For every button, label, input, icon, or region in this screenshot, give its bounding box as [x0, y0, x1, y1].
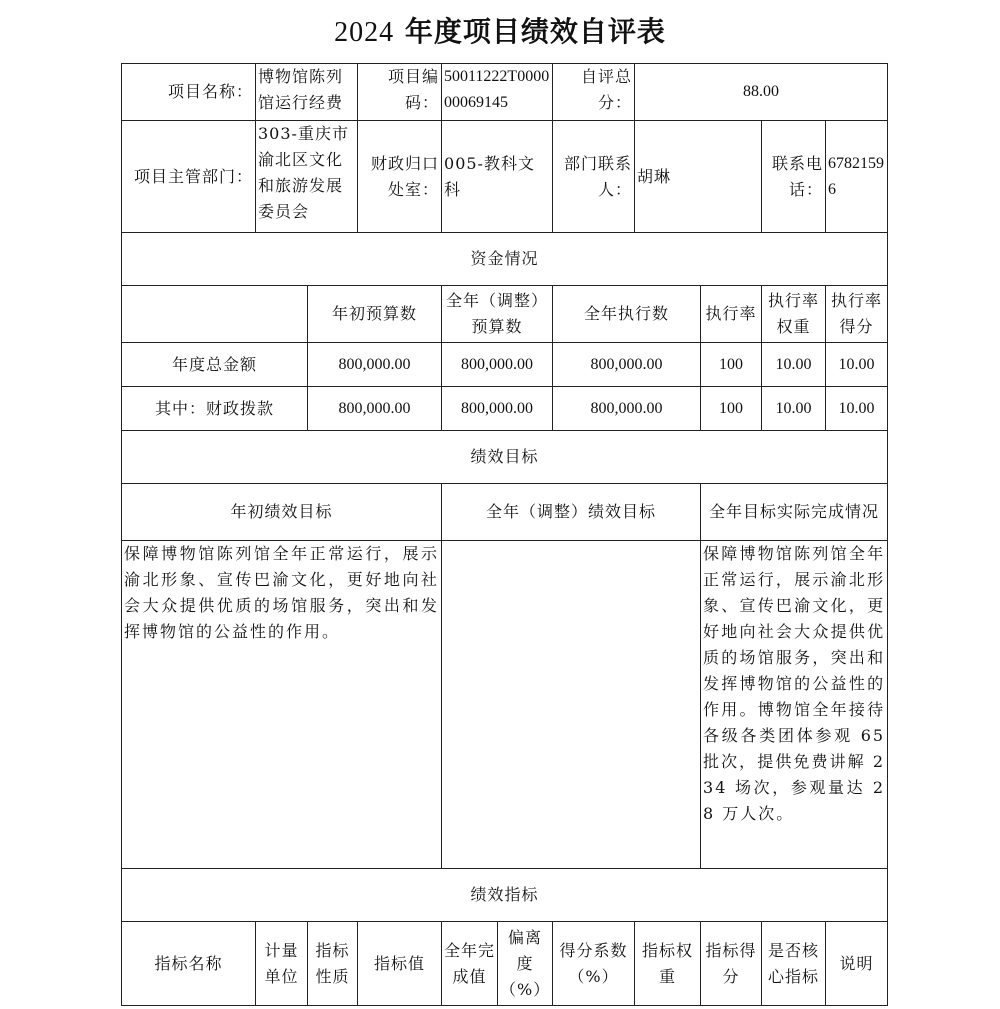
funds-row-label: 其中：财政拨款 — [122, 387, 308, 431]
phone-value: 67821596 — [826, 121, 888, 233]
indicator-header-nature: 指标性质 — [308, 922, 358, 1006]
indicator-header-actual: 全年完成值 — [442, 922, 498, 1006]
funds-cell: 10.00 — [826, 387, 888, 431]
contact-value: 胡琳 — [635, 121, 762, 233]
funds-cell: 800,000.00 — [442, 343, 553, 387]
goals-header-adjusted: 全年（调整）绩效目标 — [442, 484, 701, 541]
finance-value: 005-教科文科 — [442, 121, 553, 233]
contact-label: 部门联系人： — [553, 121, 635, 233]
indicator-header-value: 指标值 — [358, 922, 442, 1006]
finance-label: 财政归口处室： — [358, 121, 442, 233]
funds-header-rate: 执行率 — [701, 286, 762, 343]
title-year: 2024 — [334, 17, 395, 48]
funds-header-initial: 年初预算数 — [308, 286, 442, 343]
funds-cell: 10.00 — [826, 343, 888, 387]
goals-section-title: 绩效目标 — [122, 431, 888, 484]
indicator-header-unit: 计量单位 — [256, 922, 308, 1006]
funds-header-blank — [122, 286, 308, 343]
page-title — [0, 10, 1000, 50]
project-code-label: 项目编码： — [358, 64, 442, 121]
evaluation-table — [121, 63, 888, 1006]
indicator-header-coefficient: 得分系数（%） — [553, 922, 635, 1006]
indicator-header-note: 说明 — [826, 922, 888, 1006]
table-row — [122, 387, 888, 431]
goals-actual-text: 保障博物馆陈列馆全年正常运行，展示渝北形象、宣传巴渝文化，更好地向社会大众提供优质的场馆服务，突出和发挥博物馆的公益性的作用。博物馆全年接待各级各类团体参观 65 批次，提供免费讲解 234 场次，参观量达 28 万人次。 — [701, 541, 888, 869]
funds-cell: 100 — [701, 343, 762, 387]
project-code: 50011222T000000069145 — [442, 64, 553, 121]
funds-cell: 10.00 — [762, 343, 826, 387]
funds-cell: 100 — [701, 387, 762, 431]
funds-header-weight: 执行率权重 — [762, 286, 826, 343]
funds-cell: 800,000.00 — [308, 387, 442, 431]
indicators-section-title: 绩效指标 — [122, 869, 888, 922]
goals-header-initial: 年初绩效目标 — [122, 484, 442, 541]
goals-initial-text: 保障博物馆陈列馆全年正常运行，展示渝北形象、宣传巴渝文化，更好地向社会大众提供优质的场馆服务，突出和发挥博物馆的公益性的作用。 — [122, 541, 442, 869]
phone-label: 联系电话： — [762, 121, 826, 233]
indicator-header-score: 指标得分 — [701, 922, 762, 1006]
funds-header-score: 执行率得分 — [826, 286, 888, 343]
goals-header-actual: 全年目标实际完成情况 — [701, 484, 888, 541]
score-label: 自评总分： — [553, 64, 635, 121]
funds-cell: 800,000.00 — [553, 343, 701, 387]
indicator-header-deviation: 偏离度（%） — [498, 922, 553, 1006]
funds-cell: 10.00 — [762, 387, 826, 431]
indicator-header-core: 是否核心指标 — [762, 922, 826, 1006]
score-value: 88.00 — [635, 64, 888, 121]
project-name-label: 项目名称： — [122, 64, 256, 121]
funds-header-adjusted: 全年（调整）预算数 — [442, 286, 553, 343]
funds-header-executed: 全年执行数 — [553, 286, 701, 343]
title-text: 年度项目绩效自评表 — [404, 15, 666, 48]
dept-value: 303-重庆市渝北区文化和旅游发展委员会 — [256, 121, 358, 233]
table-row — [122, 343, 888, 387]
funds-section-title: 资金情况 — [122, 233, 888, 286]
funds-cell: 800,000.00 — [553, 387, 701, 431]
indicator-header-name: 指标名称 — [122, 922, 256, 1006]
dept-label: 项目主管部门： — [122, 121, 256, 233]
funds-cell: 800,000.00 — [308, 343, 442, 387]
goals-adjusted-text — [442, 541, 701, 869]
funds-row-label: 年度总金额 — [122, 343, 308, 387]
indicator-header-weight: 指标权重 — [635, 922, 701, 1006]
funds-cell: 800,000.00 — [442, 387, 553, 431]
project-name: 博物馆陈列馆运行经费 — [256, 64, 358, 121]
